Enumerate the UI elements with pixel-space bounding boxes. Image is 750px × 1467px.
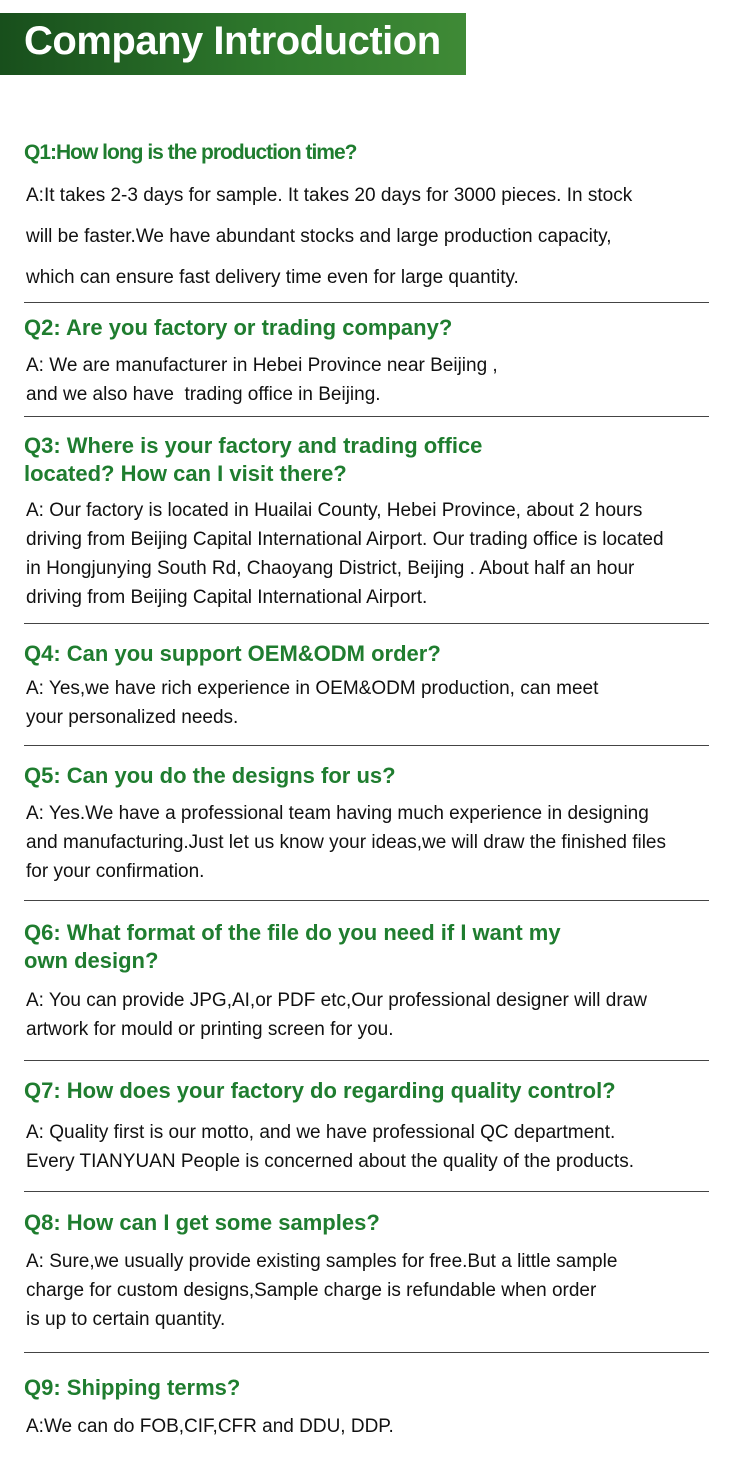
faq-divider-1 — [24, 302, 709, 303]
faq-divider-5 — [24, 900, 709, 901]
faq-question-1: Q1:How long is the production time? — [24, 141, 357, 164]
faq-divider-8 — [24, 1352, 709, 1353]
title-banner — [0, 13, 466, 75]
faq-divider-6 — [24, 1060, 709, 1061]
faq-question-7: Q7: How does your factory do regarding quality control? — [24, 1078, 616, 1103]
faq-answer-1: A:It takes 2-3 days for sample. It takes 20 days for 3000 pieces. In stock will be faster.We have abundant stocks and large production capacity, which can ensure fast delivery time even for large quantity. — [26, 185, 633, 288]
faq-question-9: Q9: Shipping terms? — [24, 1375, 241, 1400]
faq-answer-8: A: Sure,we usually provide existing samples for free.But a little sample charge for custom designs,Sample charge is refundable when order is up to certain quantity. — [26, 1251, 618, 1330]
faq-question-2: Q2: Are you factory or trading company? — [24, 315, 453, 340]
faq-divider-4 — [24, 745, 709, 746]
faq-answer-4: A: Yes,we have rich experience in OEM&ODM production, can meet your personalized needs. — [26, 678, 599, 728]
faq-question-3: Q3: Where is your factory and trading office located? How can I visit there? — [24, 433, 483, 486]
faq-divider-7 — [24, 1191, 709, 1192]
faq-answer-7: A: Quality first is our motto, and we have professional QC department. Every TIANYUAN People is concerned about the quality of the products. — [26, 1122, 634, 1172]
faq-question-5: Q5: Can you do the designs for us? — [24, 763, 396, 788]
faq-answer-2: A: We are manufacturer in Hebei Province near Beijing , and we also have trading office in Beijing. — [26, 355, 498, 405]
faq-question-4: Q4: Can you support OEM&ODM order? — [24, 641, 441, 666]
page-title: Company Introduction — [24, 19, 441, 63]
faq-answer-9: A:We can do FOB,CIF,CFR and DDU, DDP. — [26, 1416, 394, 1437]
faq-answer-6: A: You can provide JPG,AI,or PDF etc,Our professional designer will draw artwork for mould or printing screen for you. — [26, 990, 647, 1040]
faq-answer-3: A: Our factory is located in Huailai County, Hebei Province, about 2 hours driving from Beijing Capital International Airport. Our trading office is located in Hongjunying South Rd, Chaoyang District, Beijing . About half an hour driving from Beijing Capital International Airport. — [26, 500, 664, 608]
faq-divider-3 — [24, 623, 709, 624]
faq-question-6: Q6: What format of the file do you need if I want my own design? — [24, 920, 561, 973]
faq-divider-2 — [24, 416, 709, 417]
faq-answer-5: A: Yes.We have a professional team having much experience in designing and manufacturing.Just let us know your ideas,we will draw the finished files for your confirmation. — [26, 803, 666, 882]
faq-question-8: Q8: How can I get some samples? — [24, 1210, 380, 1235]
